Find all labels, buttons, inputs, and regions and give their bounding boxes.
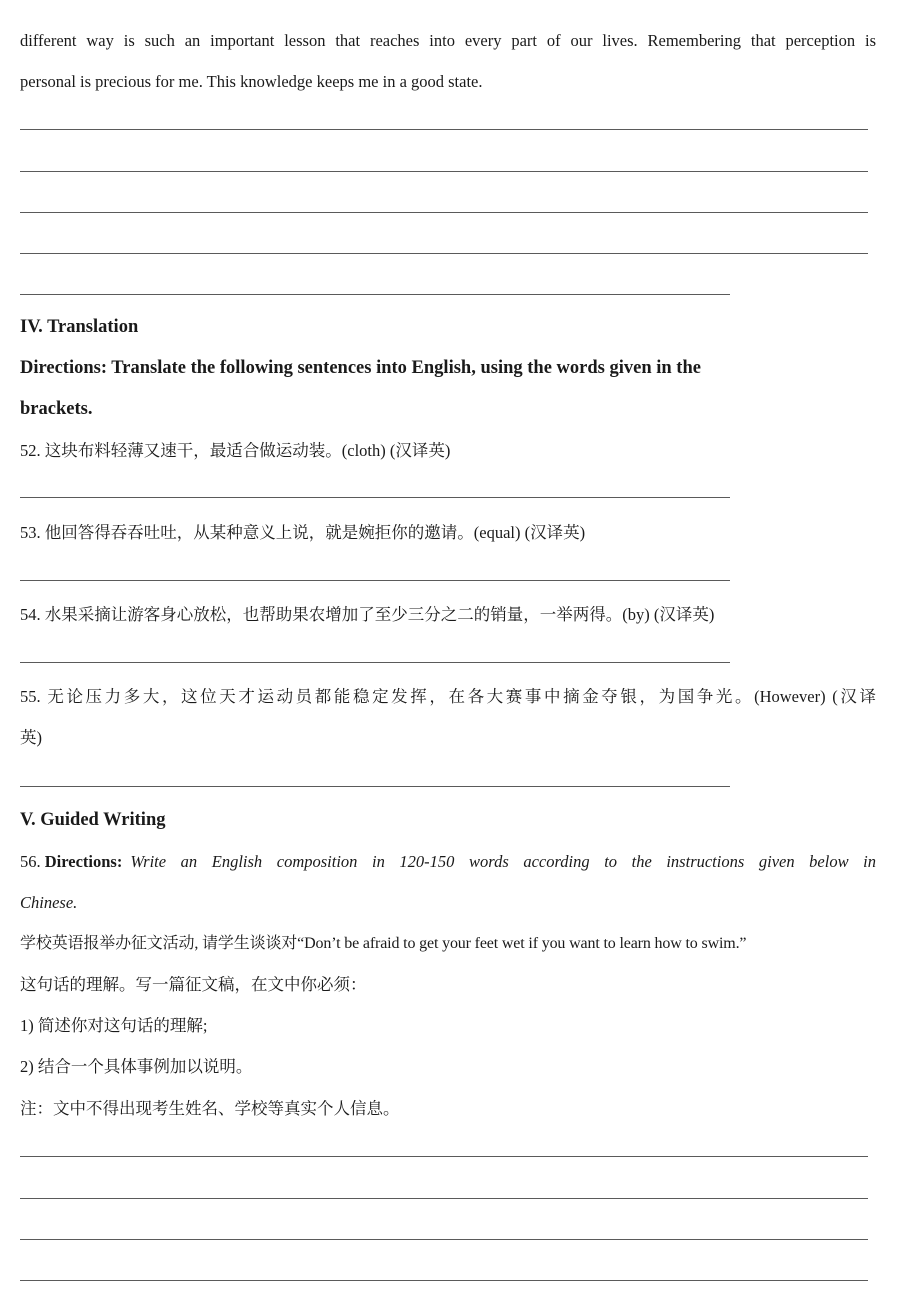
question-number-56: 56.	[20, 852, 41, 871]
answer-line[interactable]	[20, 253, 868, 254]
section-heading-translation: IV. Translation	[20, 317, 139, 337]
passage-line-1: different way is such an important lesson that reaches into every part of our lives. Remembering that perception is	[20, 31, 876, 50]
writing-requirement-2: 2) 结合一个具体事例加以说明。	[20, 1057, 253, 1076]
composition-line[interactable]	[20, 1156, 868, 1157]
passage-line-2: personal is precious for me. This knowledge keeps me in a good state.	[20, 72, 483, 91]
answer-line-52[interactable]	[20, 497, 730, 498]
answer-line[interactable]	[20, 294, 730, 295]
writing-prompt-line-2: 这句话的理解。写一篇征文稿，在文中你必须：	[20, 975, 367, 994]
translation-directions-line-1: Directions: Translate the following sentences into English, using the words given in the	[20, 358, 701, 378]
section-heading-guided-writing: V. Guided Writing	[20, 810, 166, 830]
directions-prefix	[20, 851, 122, 873]
writing-directions-line-1	[20, 851, 876, 873]
answer-line-54[interactable]	[20, 662, 730, 663]
writing-requirement-1: 1) 简述你对这句话的理解;	[20, 1016, 208, 1035]
translation-directions-line-2: brackets.	[20, 399, 93, 419]
writing-directions-line-2: Chinese.	[20, 893, 78, 912]
answer-line[interactable]	[20, 212, 868, 213]
directions-text: Write an English composition in 120-150 words according to the instructions given below in	[130, 852, 876, 871]
writing-note: 注：文中不得出现考生姓名、学校等真实个人信息。	[20, 1099, 400, 1118]
composition-line[interactable]	[20, 1198, 868, 1199]
composition-line[interactable]	[20, 1239, 868, 1240]
answer-line[interactable]	[20, 171, 868, 172]
composition-line[interactable]	[20, 1280, 868, 1281]
answer-line-53[interactable]	[20, 580, 730, 581]
question-55-line-1: 55. 无论压力多大，这位天才运动员都能稳定发挥，在各大赛事中摘金夺银，为国争光。(However) (汉译	[20, 687, 876, 706]
question-55-line-2: 英)	[20, 728, 42, 747]
answer-line[interactable]	[20, 129, 868, 130]
question-53: 53. 他回答得吞吞吐吐，从某种意义上说，就是婉拒你的邀请。(equal) (汉译英)	[20, 523, 586, 542]
directions-label: Directions:	[44, 852, 123, 871]
writing-prompt-line-1: 学校英语报举办征文活动, 请学生谈谈对“Don’t be afraid to get your feet wet if you want to learn how to swim.”	[20, 935, 747, 952]
answer-line-55[interactable]	[20, 786, 730, 787]
question-52: 52. 这块布料轻薄又速干，最适合做运动装。(cloth) (汉译英)	[20, 441, 451, 460]
question-54: 54. 水果采摘让游客身心放松，也帮助果农增加了至少三分之二的销量，一举两得。(by) (汉译英)	[20, 605, 715, 624]
